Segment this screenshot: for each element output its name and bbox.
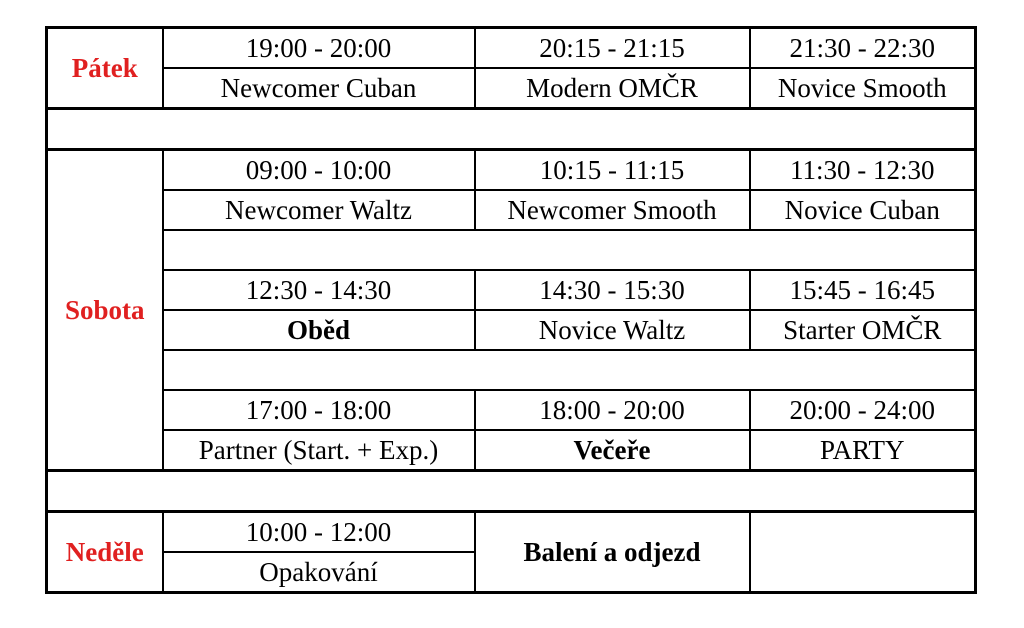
saturday-event-row-2 — [47, 310, 976, 350]
day-label-saturday: Sobota — [47, 150, 163, 471]
friday-time-row — [47, 28, 976, 69]
event-cell: Modern OMČR — [475, 68, 750, 109]
event-cell: Newcomer Smooth — [475, 190, 750, 230]
event-cell: Newcomer Waltz — [163, 190, 475, 230]
time-cell: 10:15 - 11:15 — [475, 150, 750, 191]
event-cell: Starter OMČR — [750, 310, 976, 350]
separator-cell — [47, 471, 976, 512]
event-cell: Newcomer Cuban — [163, 68, 475, 109]
event-cell: Novice Waltz — [475, 310, 750, 350]
day-separator-row — [47, 471, 976, 512]
saturday-time-row-1 — [47, 150, 976, 191]
day-separator-row — [47, 109, 976, 150]
time-cell: 15:45 - 16:45 — [750, 270, 976, 310]
time-cell: 18:00 - 20:00 — [475, 390, 750, 430]
event-cell: Opakování — [163, 552, 475, 593]
friday-event-row — [47, 68, 976, 109]
event-cell: PARTY — [750, 430, 976, 471]
sunday-time-row — [47, 512, 976, 553]
saturday-gap-row — [47, 230, 976, 270]
time-cell: 17:00 - 18:00 — [163, 390, 475, 430]
time-cell: 12:30 - 14:30 — [163, 270, 475, 310]
gap-cell — [163, 350, 976, 390]
dinner-cell: Večeře — [475, 430, 750, 471]
saturday-event-row-3 — [47, 430, 976, 471]
event-cell: Novice Smooth — [750, 68, 976, 109]
separator-cell — [47, 109, 976, 150]
departure-cell: Balení a odjezd — [475, 512, 750, 593]
time-cell: 09:00 - 10:00 — [163, 150, 475, 191]
saturday-event-row-1 — [47, 190, 976, 230]
time-cell: 21:30 - 22:30 — [750, 28, 976, 69]
event-cell: Partner (Start. + Exp.) — [163, 430, 475, 471]
gap-cell — [163, 230, 976, 270]
event-cell: Novice Cuban — [750, 190, 976, 230]
day-label-friday: Pátek — [47, 28, 163, 109]
lunch-cell: Oběd — [163, 310, 475, 350]
saturday-time-row-2 — [47, 270, 976, 310]
time-cell: 20:00 - 24:00 — [750, 390, 976, 430]
schedule-table — [45, 26, 977, 594]
saturday-gap-row — [47, 350, 976, 390]
time-cell: 19:00 - 20:00 — [163, 28, 475, 69]
time-cell: 10:00 - 12:00 — [163, 512, 475, 553]
empty-cell — [750, 512, 976, 593]
day-label-sunday: Neděle — [47, 512, 163, 593]
time-cell: 14:30 - 15:30 — [475, 270, 750, 310]
time-cell: 11:30 - 12:30 — [750, 150, 976, 191]
time-cell: 20:15 - 21:15 — [475, 28, 750, 69]
saturday-time-row-3 — [47, 390, 976, 430]
